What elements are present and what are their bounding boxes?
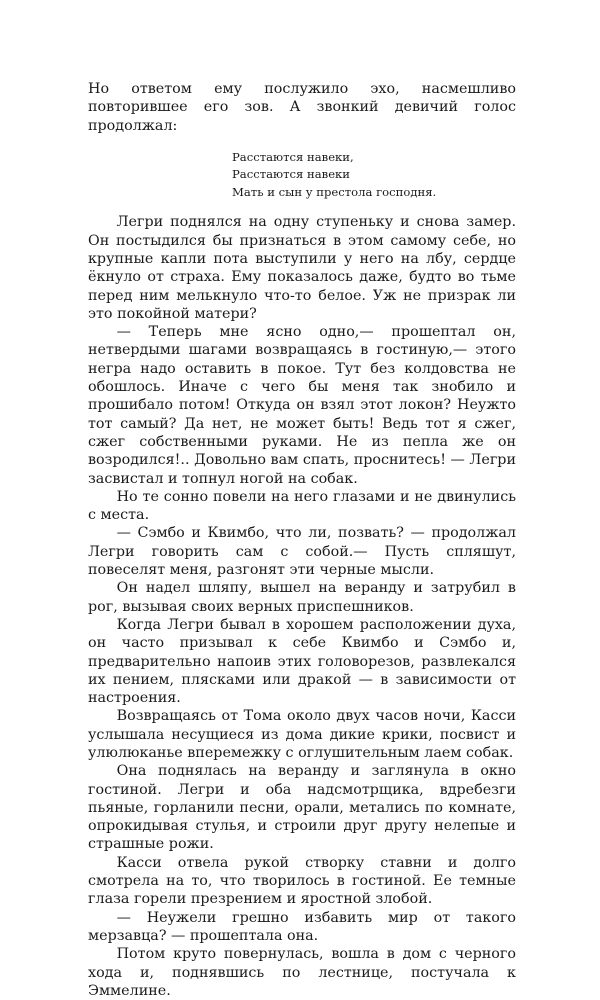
book-page <box>88 80 516 1000</box>
paragraph: Когда Легри бывал в хорошем расположении духа, он часто призывал к себе Квимбо и Сэмбо и, предварительно напоив этих головорезов, развлекался их пением, плясками или дракой — в зависимости от настроения. <box>88 616 516 707</box>
verse-line: Мать и сын у престола господня. <box>232 184 437 199</box>
paragraph: Возвращаясь от Тома около двух часов ночи, Касси услышала несущиеся из дома дикие крики, посвист и улюлюканье вперемежку с оглушительным лаем собак. <box>88 708 516 761</box>
paragraph: Легри поднялся на одну ступеньку и снова замер. Он постыдился бы признаться в этом самому себе, но крупные капли пота выступили у него на лбу, сердце ёкнуло от страха. Ему показалось даже, будто во тьме перед ним мелькнуло что-то белое. Уж не призрак ли это покойной матери? <box>88 214 516 322</box>
paragraph: Потом круто повернулась, вошла в дом с черного хода и, поднявшись по лестнице, постучала к Эммелине. <box>88 946 516 999</box>
verse-line: Расстаются навеки <box>232 167 351 182</box>
opening-paragraph: Но ответом ему послужило эхо, насмешливо повторившее его зов. А звонкий девичий голос продолжал: <box>88 81 516 134</box>
paragraph: Она поднялась на веранду и заглянула в окно гостиной. Легри и оба надсмотрщика, вдребезги пьяные, горланили песни, орали, метались по комнате, опрокидывая стулья, и строили друг другу нелепые и страшные рожи. <box>88 763 516 853</box>
paragraph: Но те сонно повели на него глазами и не двинулись с места. <box>88 488 516 524</box>
paragraph: Касси отвела рукой створку ставни и долго смотрела на то, что творилось в гостиной. Ее темные глаза горели презрением и яростной злобой. <box>88 854 516 908</box>
paragraph: — Теперь мне ясно одно,— прошептал он, нетвердыми шагами возвращаясь в гостиную,— этого негра надо оставить в покое. Тут без колдовства не обошлось. Иначе с чего бы меня так знобило и прошибало потом! Откуда он взял этот локон? Неужто тот самый? Да нет, не может быть! Ведь тот я сжег, сжег собственными руками. Не из пепла же он возродился!.. Довольно вам спать, проснитесь! — Легри засвистал и топнул ногой на собак. <box>88 324 516 487</box>
song-verse <box>232 149 516 202</box>
paragraph: Он надел шляпу, вышел на веранду и затрубил в рог, вызывая своих верных приспешников. <box>88 580 516 615</box>
paragraph: — Неужели грешно избавить мир от такого мерзавца? — прошептала она. <box>88 909 516 944</box>
verse-line: Расстаются навеки, <box>232 149 354 164</box>
paragraph: — Сэмбо и Квимбо, что ли, позвать? — продолжал Легри говорить сам с собой.— Пусть спляшут, повеселят меня, разгонят эти черные мысли. <box>88 525 516 579</box>
